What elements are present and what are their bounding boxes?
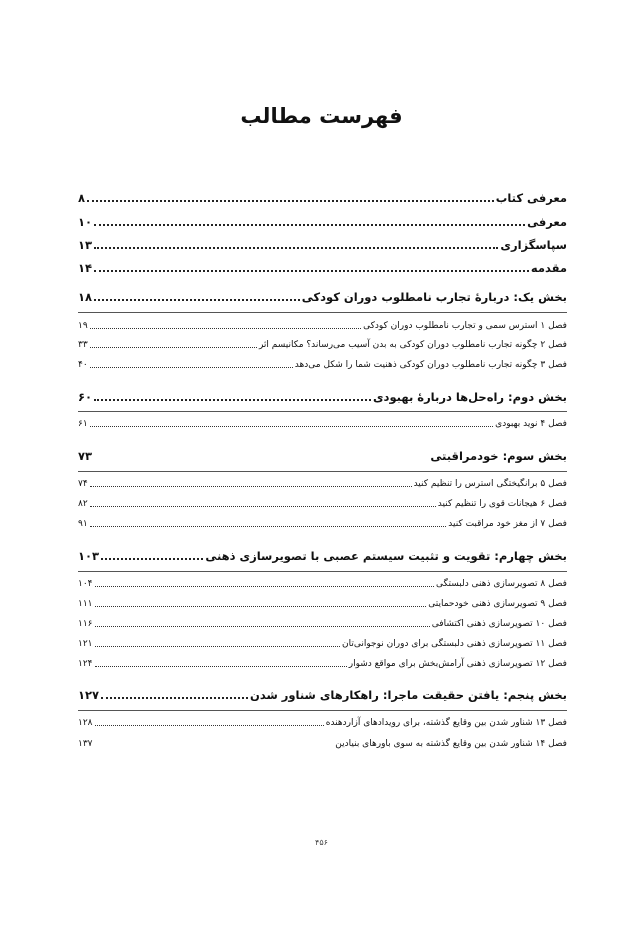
dot-leader <box>90 367 293 368</box>
toc-part-page: ۱۰۳ <box>78 549 100 563</box>
toc-part-2[interactable] <box>78 390 567 404</box>
toc-entry-page: ۱۳ <box>78 238 93 252</box>
toc-part-1[interactable] <box>78 290 567 304</box>
toc-chapter[interactable] <box>78 360 567 370</box>
toc-chapter[interactable] <box>78 659 567 669</box>
dot-leader <box>87 200 494 202</box>
dot-leader <box>95 626 430 627</box>
toc-entry-page: ۱۴ <box>78 261 93 275</box>
toc-chapter-label: فصل ۸ تصویرسازی ذهنی دلبستگی <box>436 579 567 589</box>
toc-chapter[interactable] <box>78 479 567 489</box>
toc-chapter[interactable] <box>78 419 567 429</box>
dot-leader <box>101 697 248 699</box>
divider <box>78 471 567 472</box>
toc-part-4[interactable] <box>78 549 567 563</box>
toc-chapter-label: فصل ۴ نوید بهبودی <box>495 419 567 429</box>
toc-chapter-page: ۱۱۶ <box>78 619 93 629</box>
toc-chapter-page: ۳۳ <box>78 340 88 350</box>
toc-chapter[interactable] <box>78 718 567 728</box>
toc-chapter[interactable] <box>78 739 567 749</box>
toc-chapter[interactable] <box>78 321 567 331</box>
dot-leader <box>101 558 203 560</box>
toc-entry-preface[interactable] <box>78 261 567 275</box>
toc-chapter-label: فصل ۳ چگونه تجارب نامطلوب دوران کودکی ذهنیت شما را شکل می‌دهد <box>294 360 567 370</box>
toc-chapter-page: ۴۰ <box>78 360 88 370</box>
dot-leader <box>94 399 371 401</box>
toc-part-3[interactable] <box>78 449 567 463</box>
toc-chapter-page: ۱۲۴ <box>78 659 93 669</box>
toc-chapter-page: ۱۲۱ <box>78 639 93 649</box>
dot-leader <box>94 299 300 301</box>
toc-chapter-label: فصل ۱۲ تصویرسازی ذهنی آرامش‌بخش برای مواقع دشوار <box>348 659 567 669</box>
dot-leader <box>95 606 427 607</box>
toc-entry-label: مقدمه <box>530 261 567 275</box>
toc-part-label: بخش سوم: خودمراقبتی <box>430 449 567 463</box>
toc-part-page: ۷۳ <box>78 449 93 463</box>
toc-part-page: ۱۲۷ <box>78 688 100 702</box>
toc-chapter[interactable] <box>78 579 567 589</box>
dot-leader <box>95 586 435 587</box>
dot-leader <box>94 224 525 226</box>
dot-leader <box>90 328 361 329</box>
divider <box>78 312 567 313</box>
dot-leader <box>94 270 529 272</box>
toc-chapter-page: ۶۱ <box>78 419 88 429</box>
toc-part-page: ۶۰ <box>78 390 93 404</box>
page-title: فهرست مطالب <box>240 104 403 128</box>
toc-chapter[interactable] <box>78 340 567 350</box>
toc-entry-intro[interactable] <box>78 215 567 229</box>
toc-entry-label: معرفی کتاب <box>495 191 567 205</box>
toc-chapter-page: ۸۲ <box>78 499 88 509</box>
table-of-contents <box>78 0 567 926</box>
toc-chapter-label: فصل ۱۴ شناور شدن بین وقایع گذشته به سوی باورهای بنیادین <box>335 739 567 749</box>
page-number: ۴۵۶ <box>315 838 328 847</box>
dot-leader <box>95 646 341 647</box>
toc-chapter[interactable] <box>78 499 567 509</box>
toc-chapter-label: فصل ۱۳ شناور شدن بین وقایع گذشته، برای رویدادهای آزاردهنده <box>325 718 567 728</box>
toc-chapter[interactable] <box>78 639 567 649</box>
toc-part-label: بخش دوم: راه‌حل‌ها دربارۀ بهبودی <box>373 390 567 404</box>
toc-chapter-page: ۱۱۱ <box>78 599 93 609</box>
toc-entry-page: ۱۰ <box>78 215 93 229</box>
dot-leader <box>90 347 257 348</box>
toc-part-label: بخش چهارم: تقویت و تثبیت سیستم عصبی با تصویرسازی ذهنی <box>205 549 567 563</box>
toc-chapter[interactable] <box>78 519 567 529</box>
toc-chapter-label: فصل ۹ تصویرسازی ذهنی خودحمایتی <box>428 599 567 609</box>
toc-chapter-label: فصل ۱۰ تصویرسازی ذهنی اکتشافی <box>431 619 567 629</box>
dot-leader <box>94 247 498 249</box>
dot-leader <box>95 666 347 667</box>
toc-chapter-page: ۱۲۸ <box>78 718 93 728</box>
divider <box>78 411 567 412</box>
toc-chapter-label: فصل ۵ برانگیختگی استرس را تنظیم کنید <box>413 479 567 489</box>
toc-part-label: بخش پنجم: یافتن حقیقت ماجرا: راهکارهای شناور شدن <box>250 688 567 702</box>
toc-chapter-page: ۷۴ <box>78 479 88 489</box>
divider <box>78 710 567 711</box>
toc-part-label: بخش یک: دربارۀ تجارب نامطلوب دوران کودکی <box>301 290 567 304</box>
toc-chapter-page: ۱۳۷ <box>78 739 93 749</box>
dot-leader <box>90 486 412 487</box>
toc-part-5[interactable] <box>78 688 567 702</box>
toc-entry-page: ۸ <box>78 191 86 205</box>
toc-chapter-page: ۱۹ <box>78 321 88 331</box>
toc-entry-label: معرفی <box>527 215 567 229</box>
toc-part-page: ۱۸ <box>78 290 93 304</box>
toc-chapter-label: فصل ۶ هیجانات قوی را تنظیم کنید <box>437 499 567 509</box>
toc-chapter-label: فصل ۷ از مغز خود مراقبت کنید <box>448 519 567 529</box>
dot-leader <box>90 506 436 507</box>
dot-leader <box>90 426 494 427</box>
toc-chapter-page: ۹۱ <box>78 519 88 529</box>
toc-chapter[interactable] <box>78 619 567 629</box>
toc-chapter[interactable] <box>78 599 567 609</box>
dot-leader <box>90 526 447 527</box>
toc-entry-label: سپاسگزاری <box>500 238 567 252</box>
dot-leader <box>95 725 324 726</box>
toc-entry-book-intro[interactable] <box>78 191 567 205</box>
toc-chapter-label: فصل ۱ استرس سمی و تجارب نامطلوب دوران کودکی <box>363 321 567 331</box>
toc-chapter-label: فصل ۲ چگونه تجارب نامطلوب دوران کودکی به بدن آسیب می‌رساند؟ مکانیسم اثر <box>258 340 567 350</box>
toc-chapter-label: فصل ۱۱ تصویرسازی ذهنی دلبستگی برای دوران نوجوانی‌تان <box>342 639 567 649</box>
divider <box>78 571 567 572</box>
toc-chapter-page: ۱۰۴ <box>78 579 93 589</box>
toc-entry-acknowledgements[interactable] <box>78 238 567 252</box>
